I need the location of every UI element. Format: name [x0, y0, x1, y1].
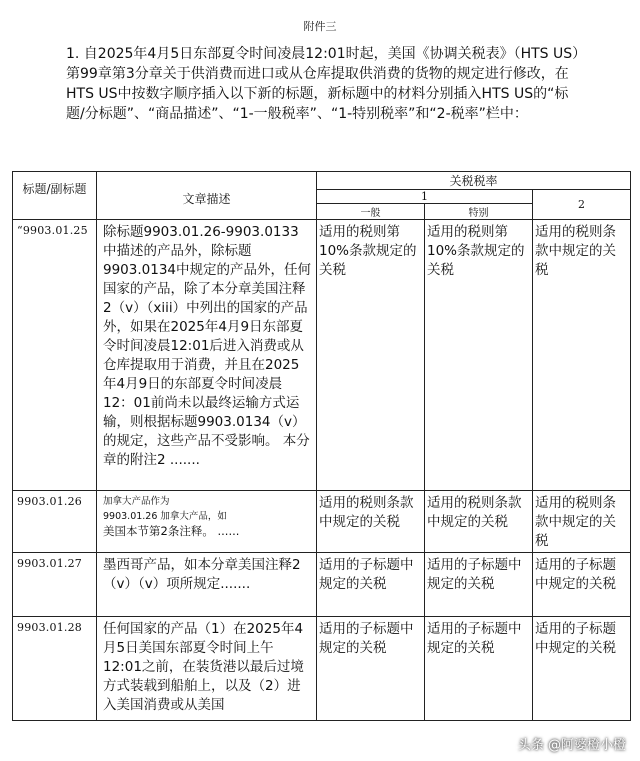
col-header-rate-2: 2 — [533, 190, 631, 220]
table-row — [13, 220, 631, 491]
row-rate-general: 适用的子标题中规定的关税 — [317, 617, 425, 721]
col-header-description: 文章描述 — [97, 172, 317, 220]
row-description: 加拿大产品作为 9903.01.26 加拿大产品，如 美国本节第2条注释。 ...... — [97, 491, 317, 553]
row-heading: 9903.01.28 — [13, 617, 97, 721]
row-rate-general: 适用的子标题中规定的关税 — [317, 553, 425, 617]
intro-paragraph: 1. 自2025年4月5日东部夏令时间凌晨12:01时起，美国《协调关税表》（HTS US）第99章第3分章关于供消费而进口或从仓库提取供消费的货物的规定进行修改，在HTS US中按数字顺序插入以下新的标题，新标题中的材料分别插入HTS US的“标题/分标题”、“商品描述”、“1-一般税率”、“1-特别税率”和“2-税率”栏中： — [66, 46, 580, 122]
col-header-general: 一般 — [317, 204, 425, 220]
row-rate-2: 适用的子标题中规定的关税 — [533, 553, 631, 617]
table-row — [13, 491, 631, 553]
row-heading: 9903.01.26 — [13, 491, 97, 553]
row-rate-2: 适用的子标题中规定的关税 — [533, 617, 631, 721]
row-rate-2: 适用的税则条款中规定的关税 — [533, 491, 631, 553]
row-rate-special: 适用的税则第10%条款规定的关税 — [425, 220, 533, 491]
row-description: 墨西哥产品，如本分章美国注释2（v）（v）项所规定....... — [97, 553, 317, 617]
table-row — [13, 617, 631, 721]
row-heading: “9903.01.25 — [13, 220, 97, 491]
col-header-heading: 标题/副标题 — [13, 172, 97, 220]
row-rate-special: 适用的子标题中规定的关税 — [425, 553, 533, 617]
col-header-special: 特别 — [425, 204, 533, 220]
row-rate-special: 适用的子标题中规定的关税 — [425, 617, 533, 721]
row-heading: 9903.01.27 — [13, 553, 97, 617]
table-row — [13, 553, 631, 617]
tariff-table — [12, 171, 631, 721]
watermark: 头条 @阿婆橙小橙 — [517, 738, 626, 753]
attachment-title: 附件三 — [303, 20, 337, 33]
row-rate-general: 适用的税则第10%条款规定的关税 — [317, 220, 425, 491]
row-rate-special: 适用的税则条款中规定的关税 — [425, 491, 533, 553]
row-description: 任何国家的产品（1）在2025年4月5日美国东部夏令时间上午12:01之前，在装货港以最后过境方式装载到船舶上，以及（2）进入美国消费或从美国 — [97, 617, 317, 721]
col-header-duty-rates: 关税税率 — [317, 172, 631, 190]
row-rate-general: 适用的税则条款中规定的关税 — [317, 491, 425, 553]
col-header-rate-1: 1 — [317, 190, 533, 204]
row-rate-2: 适用的税则条款中规定的关税 — [533, 220, 631, 491]
row-description: 除标题9903.01.26-9903.0133中描述的产品外，除标题9903.0134中规定的产品外，任何国家的产品，除了本分章美国注释2（v）（xiii）中列出的国家的产品外，如果在2025年4月9日东部夏令时间凌晨12:01后进入消费或从仓库提取用于消费，并且在2025年4月9日的东部夏令时间凌晨12：01前尚未以最终运输方式运输，则根据标题9903.0134（v）的规定，这些产品不受影响。 本分章的附注2 ....... — [97, 220, 317, 491]
